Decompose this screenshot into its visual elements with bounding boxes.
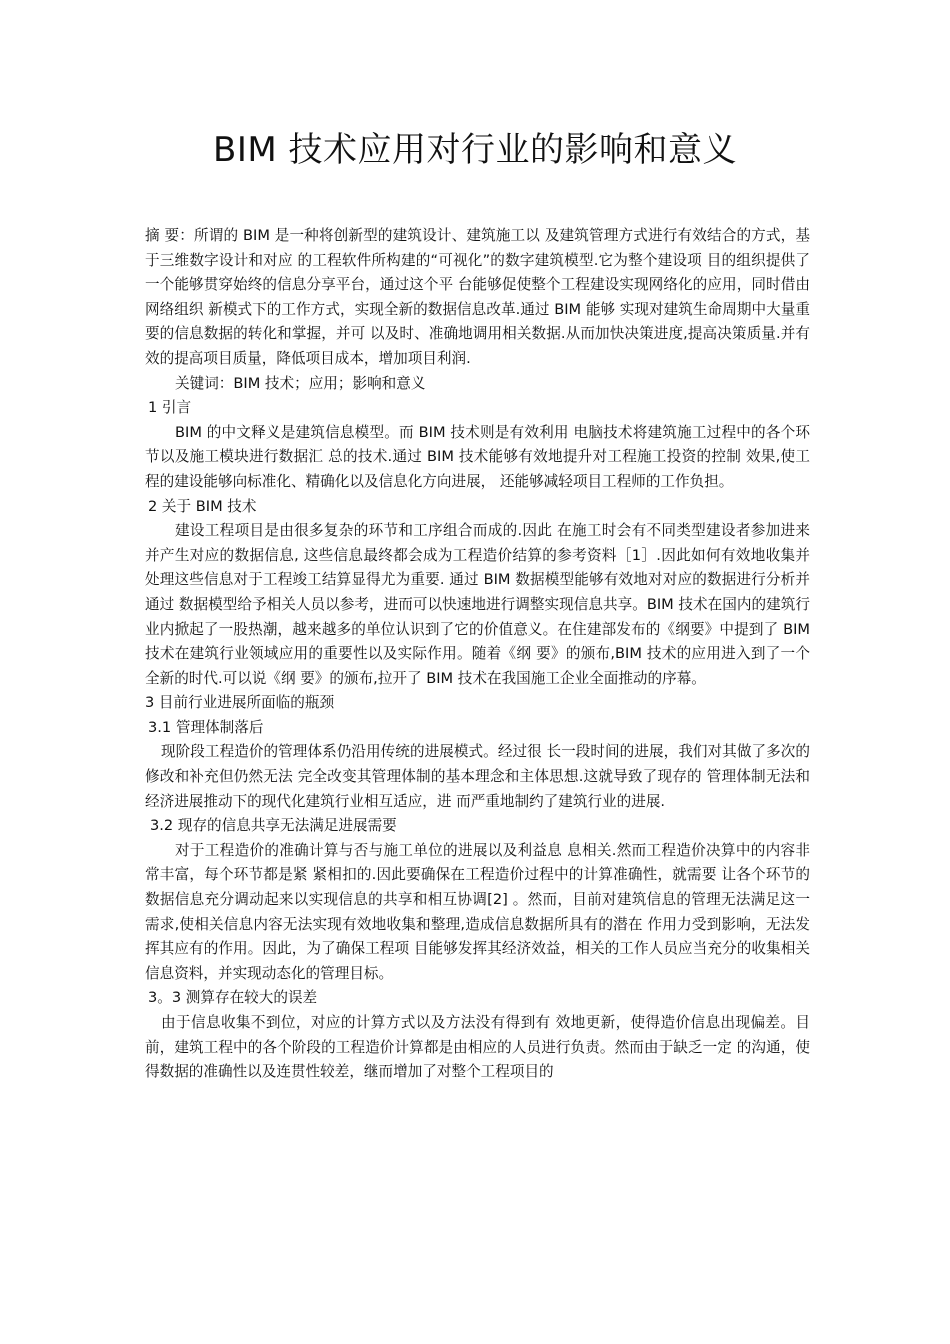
document-body: [145, 224, 810, 1085]
section-heading-1: 1 引言: [148, 399, 192, 417]
section-1-paragraph: BIM 的中文释义是建筑信息模型。而 BIM 技术则是有效利用 电脑技术将建筑施工过程中的各个环节以及施工模块进行数据汇 总的技术.通过 BIM 技术能够有效地提升对工程施工投资的控制 效果,使工程的建设能够向标准化、精确化以及信息化方向进展， 还能够减轻项目工程师的工作负担。: [145, 423, 810, 490]
subsection-3-3-paragraph: 由于信息收集不到位，对应的计算方式以及方法没有得到有 效地更新，使得造价信息出现偏差。目前，建筑工程中的各个阶段的工程造价计算都是由相应的人员进行负责。然而由于缺乏一定 的沟通，使得数据的准确性以及连贯性较差，继而增加了对整个工程项目的: [145, 1014, 810, 1081]
section-heading-2: 2 关于 BIM 技术: [148, 497, 257, 515]
subsection-3-2-paragraph: 对于工程造价的准确计算与否与施工单位的进展以及利益息 息相关.然而工程造价决算中的内容非常丰富，每个环节都是紧 紧相扣的.因此要确保在工程造价过程中的计算准确性，就需要 让各个环节的数据信息充分调动起来以实现信息的共享和相互协调[2] 。然而，目前对建筑信息的管理无法满足这一需求,使相关信息内容无法实现有效地收集和整理,造成信息数据所具有的潜在 作用力受到影响，无法发挥其应有的作用。因此，为了确保工程项 目能够发挥其经济效益，相关的工作人员应当充分的收集相关信息资料，并实现动态化的管理目标。: [145, 841, 810, 982]
subsection-heading-3-1: 3.1 管理体制落后: [148, 718, 264, 736]
section-2-paragraph: 建设工程项目是由很多复杂的环节和工序组合而成的.因此 在施工时会有不同类型建设者参加进来并产生对应的数据信息, 这些信息最终都会成为工程造价结算的参考资料［1］.因此如何有效地收集并处理这些信息对于工程竣工结算显得尤为重要. 通过 BIM 数据模型能够有效地对对应的数据进行分析并通过 数据模型给予相关人员以参考，进而可以快速地进行调整实现信息共享。BIM 技术在国内的建筑行业内掀起了一股热潮，越来越多的单位认识到了它的价值意义。在住建部发布的《纲要》中提到了 BIM 技术在建筑行业领域应用的重要性以及实际作用。随着《纲 要》的颁布,BIM 技术的应用进入到了一个全新的时代.可以说《纲 要》的颁布,拉开了 BIM 技术在我国施工企业全面推动的序幕。: [145, 522, 810, 687]
abstract-paragraph: 摘 要：所谓的 BIM 是一种将创新型的建筑设计、建筑施工以 及建筑管理方式进行有效结合的方式，基于三维数字设计和对应 的工程软件所构建的“可视化”的数字建筑模型.它为整个建设项 目的组织提供了一个能够贯穿始终的信息分享平台，通过这个平 台能够促使整个工程建设实现网络化的应用，同时借由网络组织 新模式下的工作方式，实现全新的数据信息改革.通过 BIM 能够 实现对建筑生命周期中大量重要的信息数据的转化和掌握，并可 以及时、准确地调用相关数据.从而加快决策进度,提高决策质量.并有效的提高项目质量，降低项目成本，增加项目利润.: [145, 227, 810, 367]
document-title: BIM 技术应用对行业的影响和意义: [213, 130, 737, 170]
subsection-3-1-paragraph: 现阶段工程造价的管理体系仍沿用传统的进展模式。经过很 长一段时间的进展，我们对其做了多次的修改和补充但仍然无法 完全改变其管理体制的基本理念和主体思想.这就导致了现存的 管理体制无法和经济进展推动下的现代化建筑行业相互适应，进 而严重地制约了建筑行业的进展.: [145, 743, 810, 810]
subsection-heading-3-2: 3.2 现存的信息共享无法满足进展需要: [150, 817, 397, 835]
keywords-line: 关键词：BIM 技术；应用；影响和意义: [175, 374, 426, 392]
section-heading-3: 3 目前行业进展所面临的瓶颈: [145, 694, 335, 712]
subsection-heading-3-3: 3。3 测算存在较大的误差: [148, 989, 318, 1007]
